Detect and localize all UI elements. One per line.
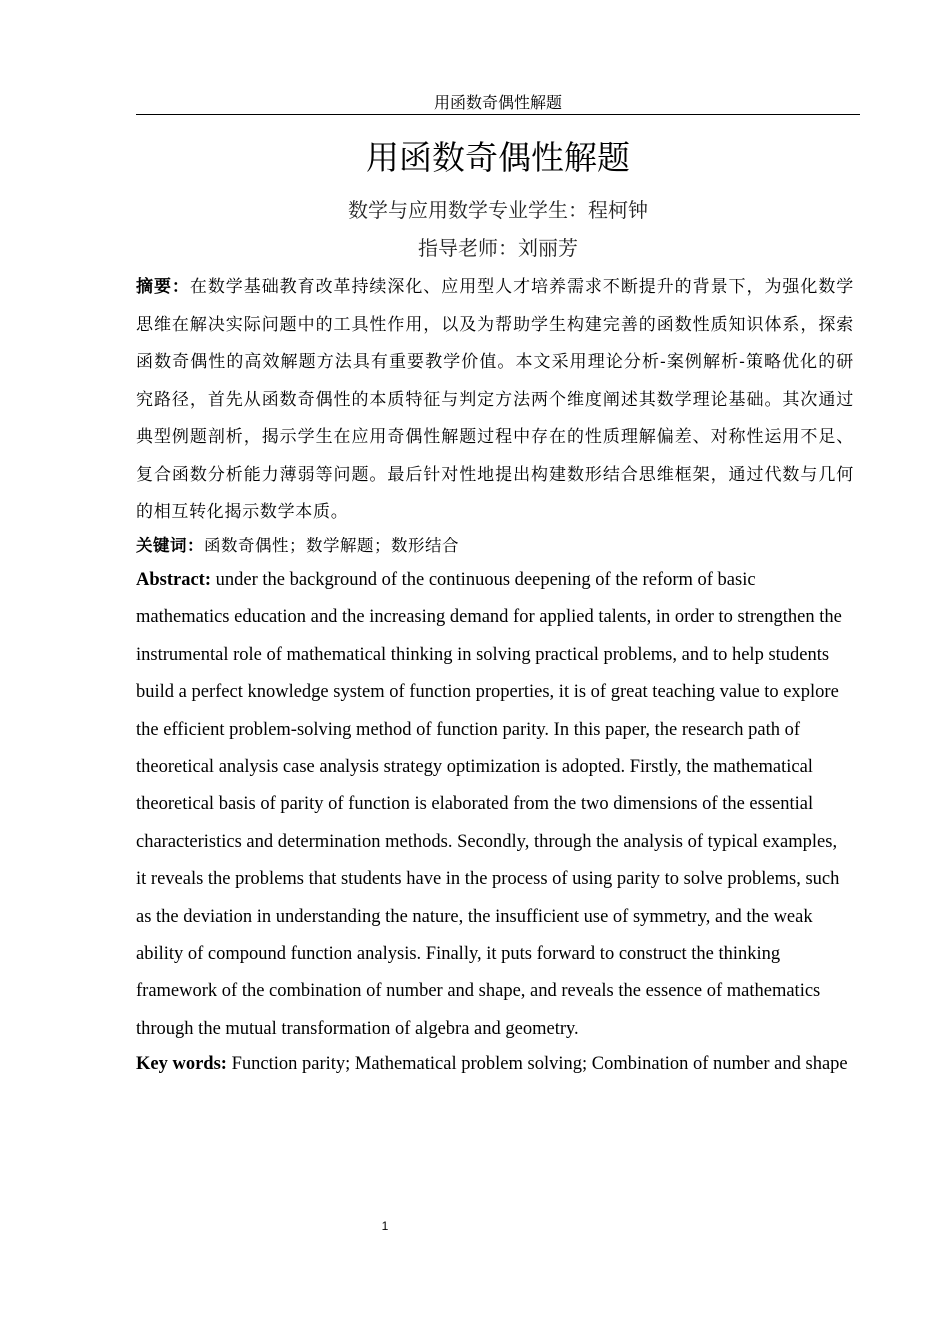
abstract-en-text: under the background of the continuous deepening of the reform of basic mathematics education and the increasing demand for applied talents, in order to strengthen the instrumental role of mathematical thinking in solving practical problems, and to help students build a perfect knowledge system of function properties, it is of great teaching value to explore the efficient problem-solving method of function parity. In this paper, the research path of theoretical analysis case analysis strategy optimization is adopted. Firstly, the mathematical theoretical basis of parity of function is elaborated from the two dimensions of the essential characteristics and determination methods. Secondly, through the analysis of typical examples, it reveals the problems that students have in the process of using parity to solve problems, such as the deviation in understanding the nature, the insufficient use of symmetry, and the weak ability of compound function analysis. Finally, it puts forward to construct the thinking framework of the combination of number and shape, and reveals the essence of mathematics through the mutual transformation of algebra and geometry. xyxy=(136,570,842,1039)
abstract-cn-text: 在数学基础教育改革持续深化、应用型人才培养需求不断提升的背景下，为强化数学思维在解决实际问题中的工具性作用，以及为帮助学生构建完善的函数性质知识体系，探索函数奇偶性的高效解题方法具有重要教学价值。本文采用理论分析-案例解析-策略优化的研究路径，首先从函数奇偶性的本质特征与判定方法两个维度阐述其数学理论基础。其次通过典型例题剖析，揭示学生在应用奇偶性解题过程中存在的性质理解偏差、对称性运用不足、复合函数分析能力薄弱等问题。最后针对性地提出构建数形结合思维框架，通过代数与几何的相互转化揭示数学本质。 xyxy=(136,277,854,522)
paper-title: 用函数奇偶性解题 xyxy=(366,138,630,177)
abstract-cn xyxy=(136,269,854,532)
keywords-en xyxy=(136,1046,850,1083)
keywords-en-label: Key words: xyxy=(136,1054,227,1074)
author-line: 数学与应用数学专业学生：程柯钟 xyxy=(348,198,648,222)
advisor-line: 指导老师：刘丽芳 xyxy=(418,236,578,260)
page-number: 1 xyxy=(381,1219,389,1233)
keywords-cn-label: 关键词： xyxy=(136,536,204,555)
keywords-cn-text: 函数奇偶性；数学解题；数形结合 xyxy=(204,536,459,555)
abstract-en-label: Abstract: xyxy=(136,570,212,590)
running-header: 用函数奇偶性解题 xyxy=(433,93,562,112)
keywords-en-text: Function parity; Mathematical problem solving; Combination of number and shape xyxy=(226,1054,848,1074)
abstract-cn-label: 摘要： xyxy=(136,277,190,297)
header-rule xyxy=(136,114,860,115)
abstract-en xyxy=(136,562,850,1048)
keywords-cn xyxy=(136,528,854,564)
